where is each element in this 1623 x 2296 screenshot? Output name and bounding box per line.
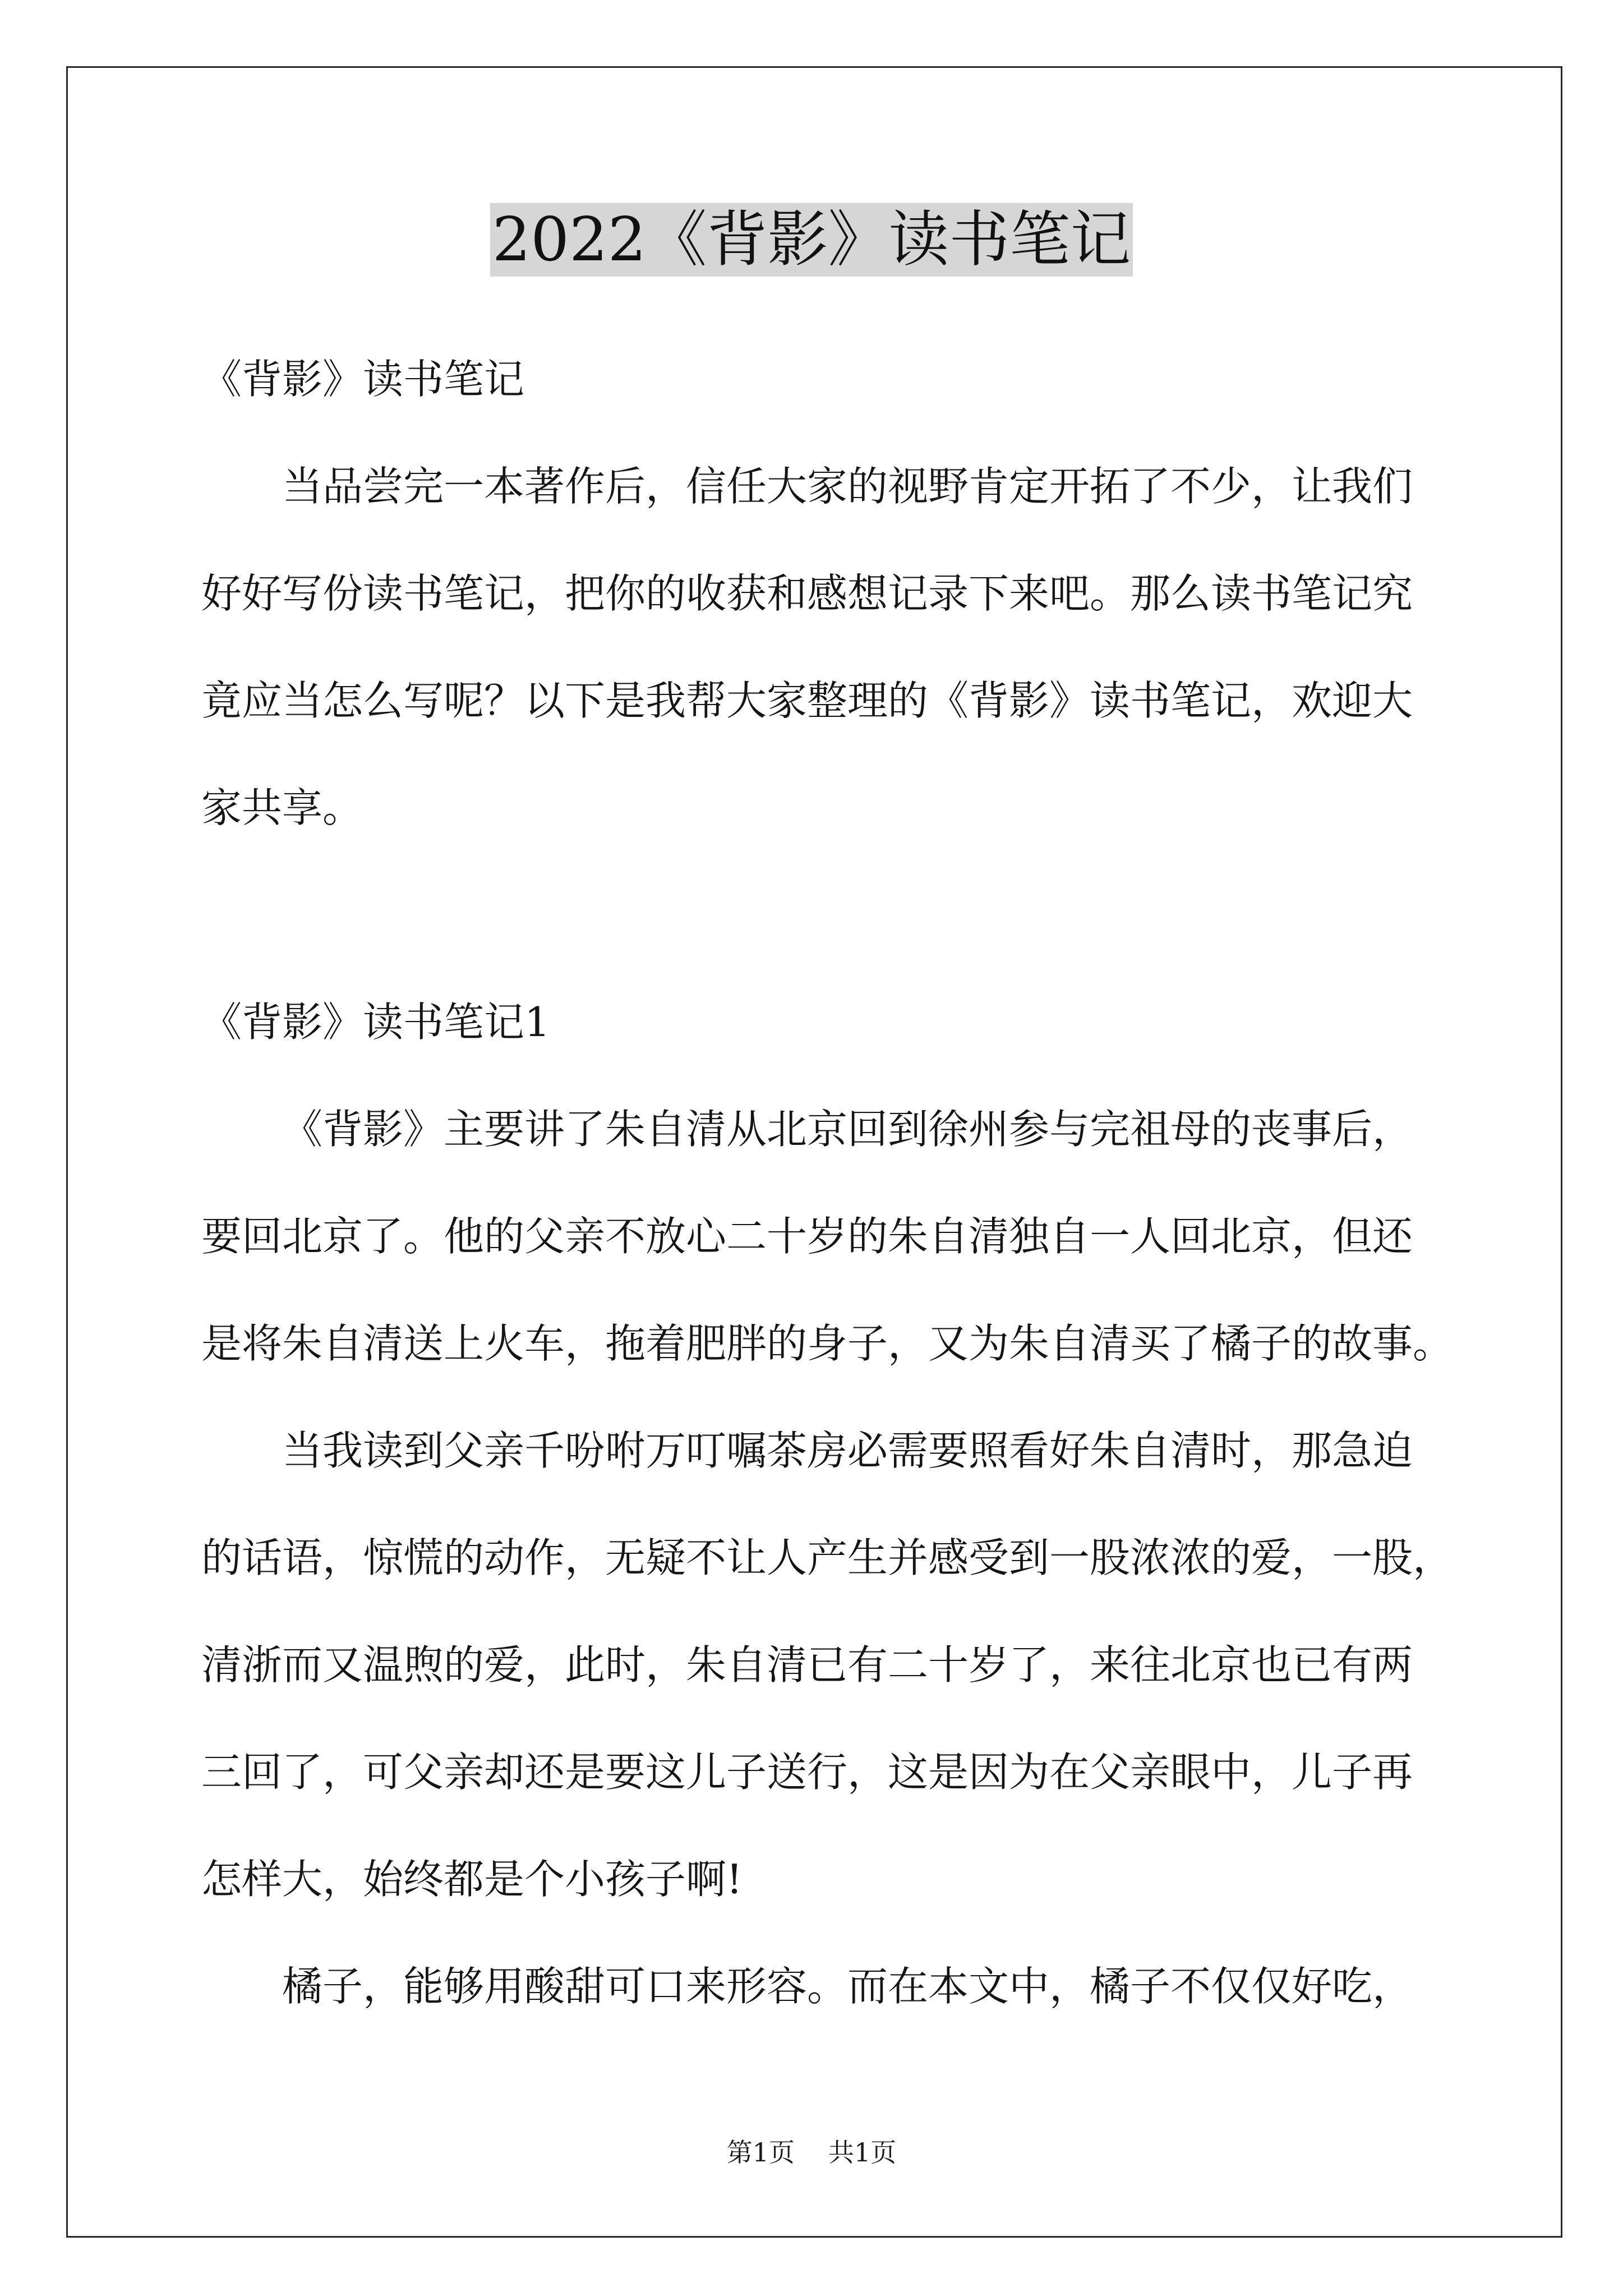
page-total: 共1页 (828, 2137, 897, 2168)
paragraph-line: 竟应当怎么写呢？以下是我帮大家整理的《背影》读书笔记，欢迎大 (201, 677, 1413, 724)
intro-paragraph (201, 433, 1536, 862)
section-1-paragraph-2 (201, 1397, 1536, 1933)
blank-line (201, 862, 1536, 969)
paragraph-line: 橘子，能够用酸甜可口来形容。而在本文中，橘子不仅仅好吃， (282, 1963, 1413, 2010)
paragraph-line: 《背影》主要讲了朱自清从北京回到徐州参与完祖母的丧事后， (282, 1106, 1413, 1153)
page-footer (0, 2136, 1623, 2169)
paragraph-line: 家共享。 (201, 784, 363, 831)
section-1-paragraph-1 (201, 1076, 1536, 1397)
section-1-heading: 《背影》读书笔记1 (201, 999, 550, 1046)
page-number: 第1页 (726, 2137, 795, 2168)
document-title: 2022《背影》读书笔记 (490, 203, 1133, 277)
paragraph-line: 要回北京了。他的父亲不放心二十岁的朱自清独自一人回北京，但还 (201, 1213, 1413, 1260)
paragraph-line: 清浙而又温煦的爱，此时，朱自清已有二十岁了，来往北京也已有两 (201, 1641, 1413, 1688)
paragraph-line: 三回了，可父亲却还是要这儿子送行，这是因为在父亲眼中，儿子再 (201, 1749, 1413, 1796)
section-1-paragraph-3 (201, 1933, 1536, 2040)
paragraph-line: 好好写份读书笔记，把你的收获和感想记录下来吧。那么读书笔记究 (201, 570, 1413, 617)
paragraph-line: 是将朱自清送上火车，拖着肥胖的身子，又为朱自清买了橘子的故事。 (201, 1320, 1454, 1367)
paragraph-line: 怎样大，始终都是个小孩子啊! (201, 1856, 743, 1903)
paragraph-line: 当品尝完一本著作后，信任大家的视野肯定开拓了不少，让我们 (282, 463, 1413, 510)
document-body (201, 326, 1536, 2040)
paragraph-line: 当我读到父亲千吩咐万叮嘱茶房必需要照看好朱自清时，那急迫 (282, 1427, 1413, 1474)
section-heading: 《背影》读书笔记 (201, 356, 525, 403)
paragraph-line: 的话语，惊慌的动作，无疑不让人产生并感受到一股浓浓的爱，一股， (201, 1534, 1454, 1581)
title-container (0, 203, 1623, 277)
